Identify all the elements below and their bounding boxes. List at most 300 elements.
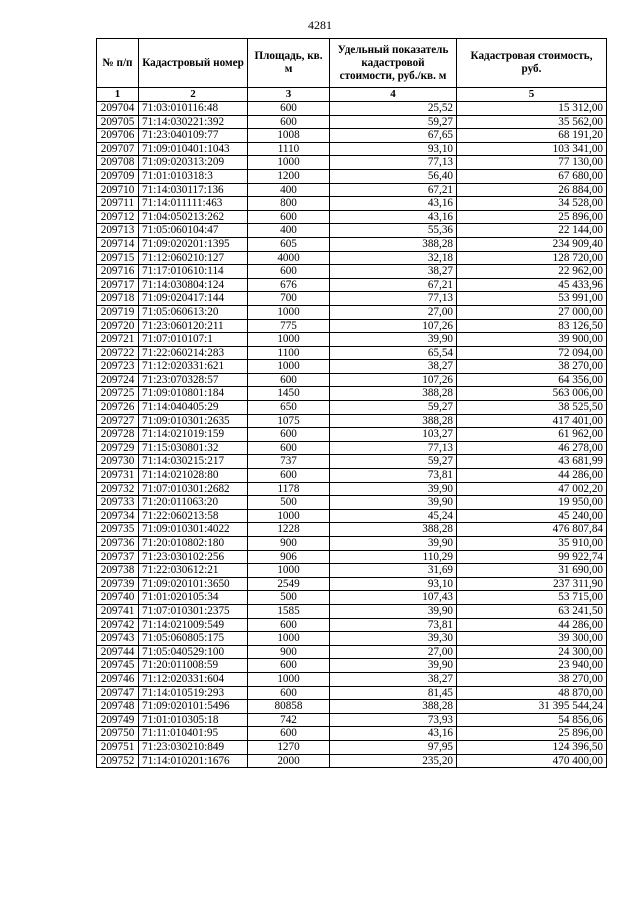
cadastral-value-cell: 35 562,00	[457, 115, 607, 129]
cadastral-number-cell: 71:05:040529:100	[139, 645, 248, 659]
specific-value-cell: 25,52	[330, 102, 457, 116]
cadastral-value-cell: 34 528,00	[457, 197, 607, 211]
specific-value-cell: 235,20	[330, 754, 457, 768]
specific-value-cell: 43,16	[330, 727, 457, 741]
table-row	[97, 645, 607, 659]
area-cell: 1008	[248, 129, 330, 143]
cadastral-value-cell: 46 278,00	[457, 441, 607, 455]
area-cell: 600	[248, 686, 330, 700]
specific-value-cell: 107,26	[330, 373, 457, 387]
cadastral-value-cell: 39 300,00	[457, 632, 607, 646]
cadastral-value-cell: 27 000,00	[457, 305, 607, 319]
cadastral-value-cell: 124 396,50	[457, 740, 607, 754]
row-number-cell: 209708	[97, 156, 139, 170]
table-row	[97, 672, 607, 686]
cadastral-number-cell: 71:14:021019:159	[139, 428, 248, 442]
column-index: 4	[330, 88, 457, 102]
table-row	[97, 224, 607, 238]
cadastral-number-cell: 71:23:060120:211	[139, 319, 248, 333]
row-number-cell: 209746	[97, 672, 139, 686]
cadastral-value-cell: 26 884,00	[457, 183, 607, 197]
area-cell: 600	[248, 659, 330, 673]
cadastral-value-cell: 25 896,00	[457, 210, 607, 224]
area-cell: 650	[248, 401, 330, 415]
specific-value-cell: 39,90	[330, 604, 457, 618]
area-cell: 1000	[248, 360, 330, 374]
table-row	[97, 333, 607, 347]
cadastral-number-cell: 71:09:020101:3650	[139, 577, 248, 591]
row-number-cell: 209736	[97, 537, 139, 551]
specific-value-cell: 93,10	[330, 142, 457, 156]
cadastral-number-cell: 71:14:030215:217	[139, 455, 248, 469]
area-cell: 600	[248, 727, 330, 741]
area-cell: 500	[248, 496, 330, 510]
cadastral-value-cell: 15 312,00	[457, 102, 607, 116]
row-number-cell: 209719	[97, 305, 139, 319]
cadastral-number-cell: 71:01:010305:18	[139, 713, 248, 727]
area-cell: 676	[248, 278, 330, 292]
table-row	[97, 659, 607, 673]
row-number-cell: 209729	[97, 441, 139, 455]
row-number-cell: 209749	[97, 713, 139, 727]
cadastral-number-cell: 71:09:010401:1043	[139, 142, 248, 156]
cadastral-value-cell: 72 094,00	[457, 346, 607, 360]
row-number-cell: 209711	[97, 197, 139, 211]
cadastral-value-cell: 77 130,00	[457, 156, 607, 170]
row-number-cell: 209744	[97, 645, 139, 659]
row-number-cell: 209727	[97, 414, 139, 428]
specific-value-cell: 38,27	[330, 265, 457, 279]
table-row	[97, 564, 607, 578]
area-cell: 1200	[248, 169, 330, 183]
cadastral-number-cell: 71:14:011111:463	[139, 197, 248, 211]
row-number-cell: 209714	[97, 237, 139, 251]
cadastral-value-cell: 53 991,00	[457, 292, 607, 306]
table-row	[97, 700, 607, 714]
area-cell: 605	[248, 237, 330, 251]
specific-value-cell: 38,27	[330, 360, 457, 374]
cadastral-number-cell: 71:12:020331:621	[139, 360, 248, 374]
row-number-cell: 209705	[97, 115, 139, 129]
area-cell: 1000	[248, 632, 330, 646]
cadastral-value-cell: 64 356,00	[457, 373, 607, 387]
header-specific-value: Удельный показатель кадастровой стоимости, руб./кв. м	[330, 39, 457, 88]
specific-value-cell: 65,54	[330, 346, 457, 360]
area-cell: 775	[248, 319, 330, 333]
specific-value-cell: 388,28	[330, 414, 457, 428]
area-cell: 1000	[248, 564, 330, 578]
row-number-cell: 209732	[97, 482, 139, 496]
table-row	[97, 183, 607, 197]
cadastral-number-cell: 71:20:011063:20	[139, 496, 248, 510]
cadastral-number-cell: 71:14:030117:136	[139, 183, 248, 197]
specific-value-cell: 388,28	[330, 387, 457, 401]
area-cell: 900	[248, 537, 330, 551]
area-cell: 600	[248, 265, 330, 279]
row-number-cell: 209706	[97, 129, 139, 143]
cadastral-value-cell: 83 126,50	[457, 319, 607, 333]
specific-value-cell: 67,21	[330, 183, 457, 197]
specific-value-cell: 56,40	[330, 169, 457, 183]
table-row	[97, 496, 607, 510]
table-row	[97, 686, 607, 700]
cadastral-number-cell: 71:01:020105:34	[139, 591, 248, 605]
cadastral-value-cell: 61 962,00	[457, 428, 607, 442]
specific-value-cell: 97,95	[330, 740, 457, 754]
specific-value-cell: 67,21	[330, 278, 457, 292]
table-row	[97, 482, 607, 496]
cadastral-number-cell: 71:14:010519:293	[139, 686, 248, 700]
cadastral-number-cell: 71:17:010610:114	[139, 265, 248, 279]
specific-value-cell: 43,16	[330, 197, 457, 211]
cadastral-value-cell: 54 856,06	[457, 713, 607, 727]
area-cell: 600	[248, 102, 330, 116]
cadastral-value-cell: 22 962,00	[457, 265, 607, 279]
column-index-row	[97, 88, 607, 102]
cadastral-value-cell: 24 300,00	[457, 645, 607, 659]
area-cell: 737	[248, 455, 330, 469]
table-row	[97, 577, 607, 591]
cadastral-number-cell: 71:20:010802:180	[139, 537, 248, 551]
row-number-cell: 209725	[97, 387, 139, 401]
area-cell: 1000	[248, 333, 330, 347]
area-cell: 900	[248, 645, 330, 659]
area-cell: 400	[248, 224, 330, 238]
row-number-cell: 209707	[97, 142, 139, 156]
cadastral-value-cell: 38 270,00	[457, 672, 607, 686]
cadastral-number-cell: 71:09:010301:2635	[139, 414, 248, 428]
specific-value-cell: 55,36	[330, 224, 457, 238]
cadastral-number-cell: 71:14:010201:1676	[139, 754, 248, 768]
cadastral-value-cell: 68 191,20	[457, 129, 607, 143]
area-cell: 1100	[248, 346, 330, 360]
row-number-cell: 209717	[97, 278, 139, 292]
row-number-cell: 209715	[97, 251, 139, 265]
table-row	[97, 401, 607, 415]
cadastral-value-cell: 23 940,00	[457, 659, 607, 673]
table-row	[97, 550, 607, 564]
cadastral-number-cell: 71:14:021028:80	[139, 469, 248, 483]
area-cell: 700	[248, 292, 330, 306]
table-row	[97, 428, 607, 442]
cadastral-number-cell: 71:05:060104:47	[139, 224, 248, 238]
specific-value-cell: 59,27	[330, 401, 457, 415]
cadastral-value-cell: 128 720,00	[457, 251, 607, 265]
area-cell: 906	[248, 550, 330, 564]
table-row	[97, 441, 607, 455]
cadastral-number-cell: 71:14:040405:29	[139, 401, 248, 415]
table-row	[97, 265, 607, 279]
cadastral-number-cell: 71:03:010116:48	[139, 102, 248, 116]
cadastral-number-cell: 71:12:020331:604	[139, 672, 248, 686]
page-number: 4281	[308, 18, 332, 32]
row-number-cell: 209728	[97, 428, 139, 442]
area-cell: 4000	[248, 251, 330, 265]
table-row	[97, 537, 607, 551]
cadastral-number-cell: 71:09:010301:4022	[139, 523, 248, 537]
cadastral-value-cell: 67 680,00	[457, 169, 607, 183]
table-row	[97, 278, 607, 292]
area-cell: 500	[248, 591, 330, 605]
specific-value-cell: 388,28	[330, 237, 457, 251]
row-number-cell: 209724	[97, 373, 139, 387]
area-cell: 1450	[248, 387, 330, 401]
area-cell: 600	[248, 618, 330, 632]
cadastral-value-cell: 563 006,00	[457, 387, 607, 401]
table-row	[97, 455, 607, 469]
specific-value-cell: 27,00	[330, 305, 457, 319]
specific-value-cell: 31,69	[330, 564, 457, 578]
row-number-cell: 209716	[97, 265, 139, 279]
specific-value-cell: 73,81	[330, 618, 457, 632]
cadastral-number-cell: 71:07:010301:2375	[139, 604, 248, 618]
row-number-cell: 209738	[97, 564, 139, 578]
row-number-cell: 209722	[97, 346, 139, 360]
row-number-cell: 209737	[97, 550, 139, 564]
area-cell: 1000	[248, 156, 330, 170]
area-cell: 1110	[248, 142, 330, 156]
row-number-cell: 209752	[97, 754, 139, 768]
cadastral-number-cell: 71:09:020101:5496	[139, 700, 248, 714]
cadastral-number-cell: 71:20:011008:59	[139, 659, 248, 673]
row-number-cell: 209747	[97, 686, 139, 700]
cadastral-number-cell: 71:09:020201:1395	[139, 237, 248, 251]
cadastral-number-cell: 71:23:030210:849	[139, 740, 248, 754]
cadastral-number-cell: 71:22:060213:58	[139, 509, 248, 523]
specific-value-cell: 39,90	[330, 482, 457, 496]
row-number-cell: 209742	[97, 618, 139, 632]
cadastral-number-cell: 71:07:010107:1	[139, 333, 248, 347]
cadastral-number-cell: 71:14:021009:549	[139, 618, 248, 632]
row-number-cell: 209710	[97, 183, 139, 197]
row-number-cell: 209718	[97, 292, 139, 306]
column-index: 5	[457, 88, 607, 102]
table-row	[97, 319, 607, 333]
specific-value-cell: 107,43	[330, 591, 457, 605]
table-row	[97, 346, 607, 360]
cadastral-number-cell: 71:09:020313:209	[139, 156, 248, 170]
table-row	[97, 197, 607, 211]
specific-value-cell: 93,10	[330, 577, 457, 591]
table-body	[97, 102, 607, 768]
specific-value-cell: 43,16	[330, 210, 457, 224]
area-cell: 80858	[248, 700, 330, 714]
cadastral-number-cell: 71:12:060210:127	[139, 251, 248, 265]
cadastral-value-cell: 38 525,50	[457, 401, 607, 415]
table-row	[97, 509, 607, 523]
area-cell: 1228	[248, 523, 330, 537]
row-number-cell: 209743	[97, 632, 139, 646]
area-cell: 600	[248, 115, 330, 129]
specific-value-cell: 59,27	[330, 455, 457, 469]
specific-value-cell: 59,27	[330, 115, 457, 129]
table-row	[97, 469, 607, 483]
cadastral-number-cell: 71:22:030612:21	[139, 564, 248, 578]
cadastral-number-cell: 71:04:050213:262	[139, 210, 248, 224]
table-row	[97, 754, 607, 768]
table-row	[97, 591, 607, 605]
specific-value-cell: 27,00	[330, 645, 457, 659]
specific-value-cell: 77,13	[330, 156, 457, 170]
row-number-cell: 209731	[97, 469, 139, 483]
table-row	[97, 142, 607, 156]
specific-value-cell: 73,93	[330, 713, 457, 727]
table-row	[97, 414, 607, 428]
cadastral-number-cell: 71:05:060613:20	[139, 305, 248, 319]
cadastral-number-cell: 71:11:010401:95	[139, 727, 248, 741]
row-number-cell: 209741	[97, 604, 139, 618]
table-row	[97, 129, 607, 143]
row-number-cell: 209734	[97, 509, 139, 523]
table-row	[97, 373, 607, 387]
cadastral-number-cell: 71:01:010318:3	[139, 169, 248, 183]
table-row	[97, 604, 607, 618]
cadastral-value-cell: 39 900,00	[457, 333, 607, 347]
specific-value-cell: 39,30	[330, 632, 457, 646]
row-number-cell: 209750	[97, 727, 139, 741]
area-cell: 800	[248, 197, 330, 211]
column-index: 1	[97, 88, 139, 102]
table-row	[97, 210, 607, 224]
row-number-cell: 209739	[97, 577, 139, 591]
row-number-cell: 209712	[97, 210, 139, 224]
table-row	[97, 618, 607, 632]
row-number-cell: 209704	[97, 102, 139, 116]
cadastral-value-cell: 47 002,20	[457, 482, 607, 496]
specific-value-cell: 388,28	[330, 523, 457, 537]
specific-value-cell: 39,90	[330, 537, 457, 551]
cadastral-number-cell: 71:09:020417:144	[139, 292, 248, 306]
table-row	[97, 360, 607, 374]
header-cadastral-value: Кадастровая стоимость, руб.	[457, 39, 607, 88]
specific-value-cell: 81,45	[330, 686, 457, 700]
cadastral-value-cell: 48 870,00	[457, 686, 607, 700]
area-cell: 1270	[248, 740, 330, 754]
cadastral-number-cell: 71:23:070328:57	[139, 373, 248, 387]
cadastral-value-cell: 44 286,00	[457, 469, 607, 483]
cadastral-value-cell: 25 896,00	[457, 727, 607, 741]
row-number-cell: 209733	[97, 496, 139, 510]
table-row	[97, 740, 607, 754]
cadastral-value-cell: 44 286,00	[457, 618, 607, 632]
cadastral-value-cell: 22 144,00	[457, 224, 607, 238]
specific-value-cell: 110,29	[330, 550, 457, 564]
table-row	[97, 523, 607, 537]
area-cell: 1000	[248, 305, 330, 319]
cadastral-value-cell: 19 950,00	[457, 496, 607, 510]
row-number-cell: 209745	[97, 659, 139, 673]
table-row	[97, 237, 607, 251]
table-row	[97, 156, 607, 170]
header-row-number: № п/п	[97, 39, 139, 88]
specific-value-cell: 38,27	[330, 672, 457, 686]
area-cell: 1585	[248, 604, 330, 618]
row-number-cell: 209751	[97, 740, 139, 754]
area-cell: 1075	[248, 414, 330, 428]
cadastral-value-cell: 470 400,00	[457, 754, 607, 768]
cadastral-value-cell: 38 270,00	[457, 360, 607, 374]
row-number-cell: 209721	[97, 333, 139, 347]
area-cell: 2000	[248, 754, 330, 768]
specific-value-cell: 77,13	[330, 441, 457, 455]
cadastral-value-cell: 99 922,74	[457, 550, 607, 564]
row-number-cell: 209726	[97, 401, 139, 415]
cadastral-number-cell: 71:23:040109:77	[139, 129, 248, 143]
area-cell: 1000	[248, 509, 330, 523]
table-row	[97, 632, 607, 646]
area-cell: 600	[248, 469, 330, 483]
cadastral-number-cell: 71:22:060214:283	[139, 346, 248, 360]
area-cell: 600	[248, 373, 330, 387]
area-cell: 600	[248, 428, 330, 442]
area-cell: 600	[248, 441, 330, 455]
cadastral-number-cell: 71:09:010801:184	[139, 387, 248, 401]
cadastral-value-cell: 31 395 544,24	[457, 700, 607, 714]
column-index: 3	[248, 88, 330, 102]
cadastral-value-cell: 35 910,00	[457, 537, 607, 551]
table-row	[97, 115, 607, 129]
table-row	[97, 713, 607, 727]
area-cell: 2549	[248, 577, 330, 591]
specific-value-cell: 39,90	[330, 496, 457, 510]
specific-value-cell: 77,13	[330, 292, 457, 306]
area-cell: 1000	[248, 672, 330, 686]
cadastral-value-table	[96, 38, 607, 768]
table-row	[97, 305, 607, 319]
row-number-cell: 209723	[97, 360, 139, 374]
cadastral-value-cell: 43 681,99	[457, 455, 607, 469]
cadastral-number-cell: 71:05:060805:175	[139, 632, 248, 646]
area-cell: 600	[248, 210, 330, 224]
area-cell: 1178	[248, 482, 330, 496]
specific-value-cell: 32,18	[330, 251, 457, 265]
specific-value-cell: 39,90	[330, 333, 457, 347]
table-row	[97, 169, 607, 183]
row-number-cell: 209730	[97, 455, 139, 469]
cadastral-value-cell: 417 401,00	[457, 414, 607, 428]
column-index: 2	[139, 88, 248, 102]
area-cell: 400	[248, 183, 330, 197]
table-row	[97, 727, 607, 741]
specific-value-cell: 388,28	[330, 700, 457, 714]
cadastral-number-cell: 71:07:010301:2682	[139, 482, 248, 496]
cadastral-number-cell: 71:23:030102:256	[139, 550, 248, 564]
specific-value-cell: 45,24	[330, 509, 457, 523]
table-row	[97, 292, 607, 306]
cadastral-value-cell: 31 690,00	[457, 564, 607, 578]
row-number-cell: 209713	[97, 224, 139, 238]
cadastral-number-cell: 71:15:030801:32	[139, 441, 248, 455]
area-cell: 742	[248, 713, 330, 727]
specific-value-cell: 39,90	[330, 659, 457, 673]
header-cadastral-number: Кадастровый номер	[139, 39, 248, 88]
table-row	[97, 251, 607, 265]
specific-value-cell: 107,26	[330, 319, 457, 333]
cadastral-value-cell: 63 241,50	[457, 604, 607, 618]
row-number-cell: 209709	[97, 169, 139, 183]
cadastral-value-cell: 45 240,00	[457, 509, 607, 523]
cadastral-value-cell: 234 909,40	[457, 237, 607, 251]
cadastral-number-cell: 71:14:030221:392	[139, 115, 248, 129]
cadastral-value-cell: 103 341,00	[457, 142, 607, 156]
specific-value-cell: 73,81	[330, 469, 457, 483]
table-row	[97, 387, 607, 401]
table-header-row	[97, 39, 607, 88]
cadastral-value-cell: 45 433,96	[457, 278, 607, 292]
table-row	[97, 102, 607, 116]
row-number-cell: 209735	[97, 523, 139, 537]
cadastral-number-cell: 71:14:030804:124	[139, 278, 248, 292]
